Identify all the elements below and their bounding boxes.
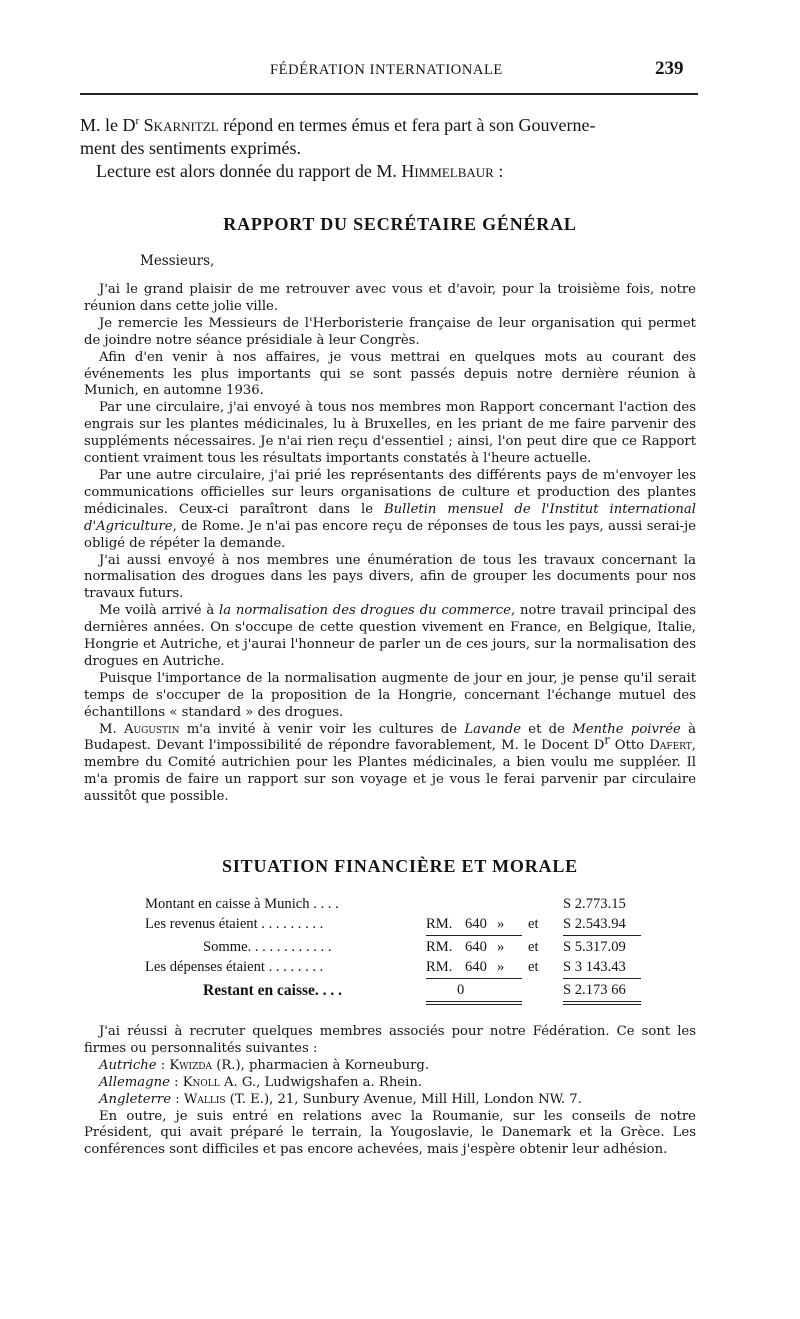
member-name: Kwizda (169, 1057, 212, 1073)
schilling-amount: S 2.543.94 (563, 915, 626, 932)
finance-row (145, 982, 645, 1002)
member-name: Wallis (183, 1091, 226, 1107)
sum-rule (563, 935, 641, 936)
sum-rule (563, 978, 641, 979)
superscript: r (135, 115, 140, 127)
text: : (171, 1091, 184, 1107)
intro-text: : (493, 161, 504, 181)
running-title: FÉDÉRATION INTERNATIONALE (270, 62, 503, 78)
schilling-amount: S 2.773.15 (563, 896, 626, 912)
member-entry (84, 1058, 696, 1075)
text: , notre travail principal des dernières années. On s'occupe de cette question vivement en France, en Belgique, Italie, Hongrie et Autriche, et j'aurai l'honneur de parler un de ces jours, sur la normalisation des drogues en Autriche. (84, 603, 696, 669)
row-label: Les revenus étaient . . . . . . . . . (145, 915, 324, 932)
total-rule (426, 1004, 522, 1005)
total-rule (563, 1004, 641, 1005)
text: Otto (609, 738, 650, 754)
text: (T. E.), 21, Sunbury Avenue, Mill Hill, London NW. 7. (225, 1091, 582, 1107)
country: Autriche (99, 1057, 157, 1073)
country: Angleterre (99, 1091, 171, 1107)
member-entry (84, 1092, 696, 1109)
intro-text: M. le D (80, 115, 136, 135)
finance-row (145, 939, 645, 959)
paragraph (84, 603, 696, 671)
paragraph: J'ai le grand plaisir de me retrouver avec vous et d'avoir, pour la troisième fois, notre réunion dans cette jolie ville. (84, 282, 696, 314)
finance-title: SITUATION FINANCIÈRE ET MORALE (222, 856, 578, 876)
paragraph (84, 468, 696, 553)
row-label: Restant en caisse. . . . (203, 982, 343, 999)
total-rule (563, 1001, 641, 1002)
italic-text: Bulletin mensuel de l'Institut international d'Agriculture (84, 501, 696, 534)
guillemet: » (497, 915, 505, 932)
guillemet: » (497, 958, 505, 975)
page-number: 239 (655, 58, 684, 79)
text: : (156, 1057, 170, 1073)
sum-rule (426, 978, 522, 979)
schilling-amount: S 5.317.09 (563, 939, 626, 955)
rm-unit: RM. (426, 958, 453, 975)
et-word: et (528, 915, 539, 932)
text: , de Rome. Je n'ai pas encore reçu de réponses de tous les pays, aussi serai-je obligé de répéter la demande. (84, 518, 696, 551)
row-label: Somme. . . . . . . . . . . . (203, 939, 332, 955)
rm-amount: 0 (457, 982, 465, 998)
paragraph: J'ai aussi envoyé à nos membres une énumération de tous les travaux concernant la normalisation des drogues dans les pays divers, afin de grouper les documents pour nos travaux futurs. (84, 552, 696, 602)
running-header (0, 60, 800, 82)
rm-amount: 640 (465, 939, 487, 955)
italic-text: la normalisation des drogues du commerce (219, 603, 511, 619)
schilling-amount: S 2.173 66 (563, 982, 626, 998)
text: (R.), pharmacien à Korneuburg. (212, 1057, 430, 1073)
header-rule (80, 93, 698, 95)
paragraph: Afin d'en venir à nos affaires, je vous mettrai en quelques mots au courant des événements les plus importants qui se sont passés depuis notre dernière réunion à Munich, en automne 1936. (84, 349, 696, 399)
salutation: Messieurs, (140, 253, 215, 269)
member-name: Knoll (182, 1074, 220, 1090)
person-name: Augustin (123, 721, 180, 737)
text: et de (521, 721, 573, 737)
person-name: Himmelbaur (401, 161, 494, 181)
text: , membre du Comité autrichien pour les Plantes médicinales, a bien voulu me suppléer. Il m'a promis de faire un rapport sur son voyage et je vous le ferai parvenir par circulaire aussitôt que possible. (84, 738, 696, 805)
intro-text: répond en termes émus et fera part à son Gouverne- (218, 115, 596, 135)
paragraph: J'ai réussi à recruter quelques membres associés pour notre Fédération. Ce sont les firmes ou personnalités suivantes : (84, 1024, 696, 1056)
text: Me voilà arrivé à (99, 603, 219, 619)
members-section (84, 1024, 696, 1159)
row-label: Les dépenses étaient . . . . . . . . (145, 958, 324, 975)
et-word: et (528, 958, 539, 975)
finance-row (145, 896, 645, 916)
person-name: Skarnitzl (143, 115, 219, 135)
text: A. G., Ludwigshafen a. Rhein. (219, 1074, 423, 1090)
italic-text: Menthe poivrée (572, 721, 681, 737)
text: Par une autre circulaire, j'ai prié les représentants des différents pays de m'envoyer les communications officielles sur leurs organisations de culture et production des plantes médicinales. Ceux-ci paraîtront dans le (84, 467, 696, 517)
text: m'a invité à venir voir les cultures de (179, 721, 465, 737)
total-rule (426, 1001, 522, 1002)
report-title: RAPPORT DU SECRÉTAIRE GÉNÉRAL (223, 214, 577, 234)
et-word: et (528, 939, 539, 955)
finance-row (145, 916, 645, 936)
schilling-amount: S 3 143.43 (563, 958, 626, 975)
member-entry (84, 1075, 696, 1092)
text: : (169, 1074, 183, 1090)
text: M. (99, 721, 124, 737)
intro-line-1 (80, 114, 698, 137)
paragraph: Puisque l'importance de la normalisation augmente de jour en jour, je pense qu'il serait temps de s'occuper de la proposition de la Hongrie, concernant l'échange mutuel des échantillons « standard » des drogues. (84, 670, 696, 720)
rm-unit: RM. (426, 915, 453, 932)
report-body (84, 282, 696, 806)
row-label: Montant en caisse à Munich . . . . (145, 896, 339, 912)
text: à Budapest. Devant l'impossibilité de répondre favorablement, M. le Docent D (84, 721, 697, 754)
country: Allemagne (99, 1074, 170, 1090)
sum-rule (426, 935, 522, 936)
intro-text: Lecture est alors donnée du rapport de M. (96, 161, 402, 181)
rm-amount: 640 (465, 958, 487, 975)
italic-text: Lavande (464, 721, 521, 737)
intro-line-2: ment des sentiments exprimés. (80, 138, 301, 158)
paragraph: Par une circulaire, j'ai envoyé à tous nos membres mon Rapport concernant l'action des engrais sur les plantes médicinales, lu à Bruxelles, en les priant de me faire parvenir des suppléments nécessaires. Je n'ai rien reçu d'essentiel ; ainsi, l'on peut dire que ce Rapport contient vraiment tous les résultats importants constatés à l'heure actuelle. (84, 400, 696, 467)
finance-row (145, 959, 645, 979)
finance-table (145, 896, 645, 1002)
person-name: Dafert (649, 738, 692, 754)
paragraph (84, 722, 696, 807)
rm-unit: RM. (426, 939, 453, 955)
rm-amount: 640 (465, 915, 487, 932)
paragraph: En outre, je suis entré en relations avec la Roumanie, sur les conseils de notre Président, qui avait préparé le terrain, la Yougoslavie, le Danemark et la Grèce. Les conférences sont difficiles et pas encore achevées, mais j'espère obtenir leur adhésion. (84, 1108, 696, 1158)
guillemet: » (497, 939, 505, 955)
superscript: r (604, 734, 610, 748)
paragraph: Je remercie les Messieurs de l'Herboristerie française de leur organisation qui permet de joindre notre séance présidiale à leur Congrès. (84, 315, 696, 348)
intro-line-3 (96, 160, 714, 183)
